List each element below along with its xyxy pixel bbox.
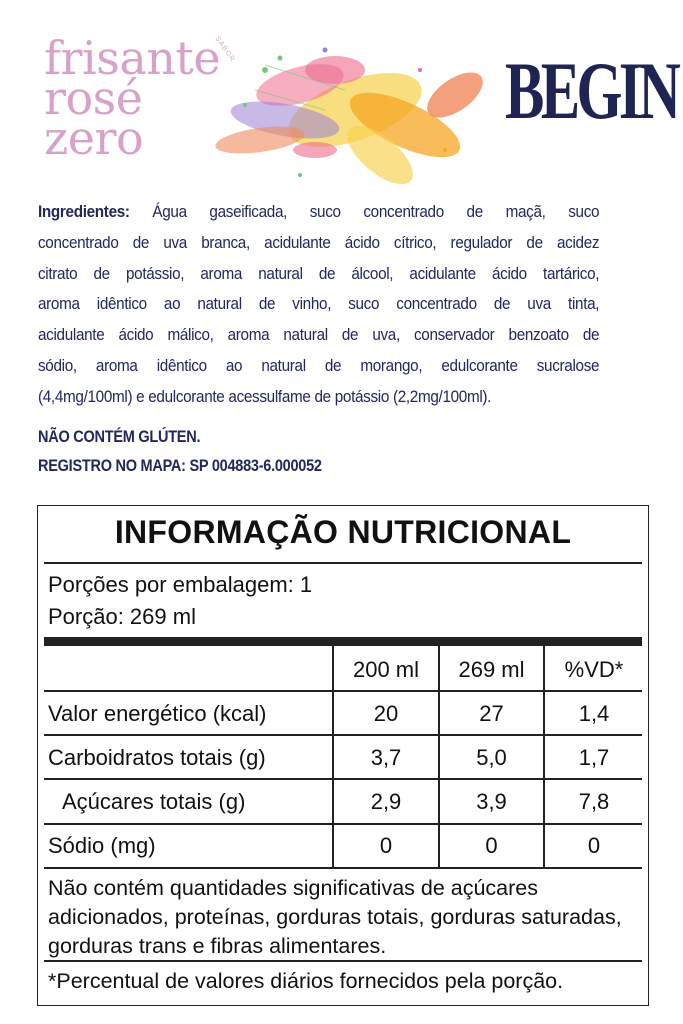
carbs-200ml: 3,7 (370, 745, 402, 770)
column-header-vd: %VD* (564, 657, 624, 682)
ingredients-line-1: Água gaseificada, suco concentrado de maçã, suco (152, 202, 600, 221)
table-row-divider (44, 823, 642, 825)
ingredients-label: Ingredientes: (38, 202, 130, 221)
sugars-200ml: 2,9 (370, 789, 402, 814)
ingredients-block (38, 197, 599, 413)
row-label-sugars: Açúcares totais (g) (62, 789, 246, 814)
watercolor-splash-illustration (205, 30, 505, 190)
sabor-label: SABOR (213, 35, 237, 64)
sugars-269ml: 3,9 (476, 789, 507, 814)
row-label-energy: Valor energético (kcal) (48, 701, 267, 726)
energy-269ml: 27 (479, 701, 504, 726)
servings-per-package: Porções por embalagem: 1 (48, 572, 313, 597)
ingredients-line-2: concentrado de uva branca, acidulante ácido cítrico, regulador de acidez (38, 232, 600, 252)
vd-footnote: *Percentual de valores diários fornecidos pela porção. (48, 969, 564, 993)
product-name-line-2: rosé (44, 71, 143, 125)
table-row-divider (44, 778, 642, 780)
nutrition-facts-table (37, 505, 649, 1006)
row-label-carbs: Carboidratos totais (g) (48, 745, 266, 770)
product-name-line-1: frisante (44, 31, 221, 85)
sodium-200ml: 0 (379, 833, 393, 858)
table-row-divider (44, 867, 642, 869)
begin-brand-logo: BEGIN (505, 45, 678, 136)
gluten-notice: NÃO CONTÉM GLÚTEN. (38, 428, 201, 446)
sodium-vd: 0 (587, 833, 601, 858)
title-divider (44, 562, 642, 564)
column-header-269ml: 269 ml (458, 657, 525, 682)
product-name (44, 31, 221, 165)
carbs-vd: 1,7 (578, 745, 610, 770)
carbs-269ml: 5,0 (476, 745, 507, 770)
serving-divider-thick (44, 637, 642, 646)
not-significant-note: Não contém quantidades significativas de açúcares adicionados, proteínas, gorduras totais, gorduras saturadas, gorduras trans e fibras alimentares. (48, 876, 622, 958)
product-name-line-3: zero (44, 111, 144, 165)
registration-notice: REGISTRO NO MAPA: SP 004883-6.000052 (38, 457, 322, 475)
serving-size: Porção: 269 ml (48, 604, 196, 629)
table-row-divider (44, 734, 642, 736)
energy-vd: 1,4 (578, 701, 610, 726)
ingredients-line-4: aroma idêntico ao natural de vinho, suco concentrado de uva tinta, (38, 294, 600, 314)
table-row-divider (44, 690, 642, 692)
ingredients-line-3: citrato de potássio, aroma natural de álcool, acidulante ácido tartárico, (38, 263, 600, 283)
nutrition-title: INFORMAÇÃO NUTRICIONAL (114, 514, 572, 550)
ingredients-line-5: acidulante ácido málico, aroma natural de uva, conservador benzoato de (38, 325, 600, 345)
ingredients-line-6: sódio, aroma idêntico ao natural de morango, edulcorante sucralose (38, 355, 600, 375)
sodium-269ml: 0 (485, 833, 498, 858)
sugars-vd: 7,8 (578, 789, 610, 814)
column-header-200ml: 200 ml (352, 657, 420, 682)
row-label-sodium: Sódio (mg) (48, 833, 156, 858)
energy-200ml: 20 (373, 701, 399, 726)
ingredients-line-7: (4,4mg/100ml) e edulcorante acessulfame de potássio (2,2mg/100ml). (38, 386, 492, 406)
